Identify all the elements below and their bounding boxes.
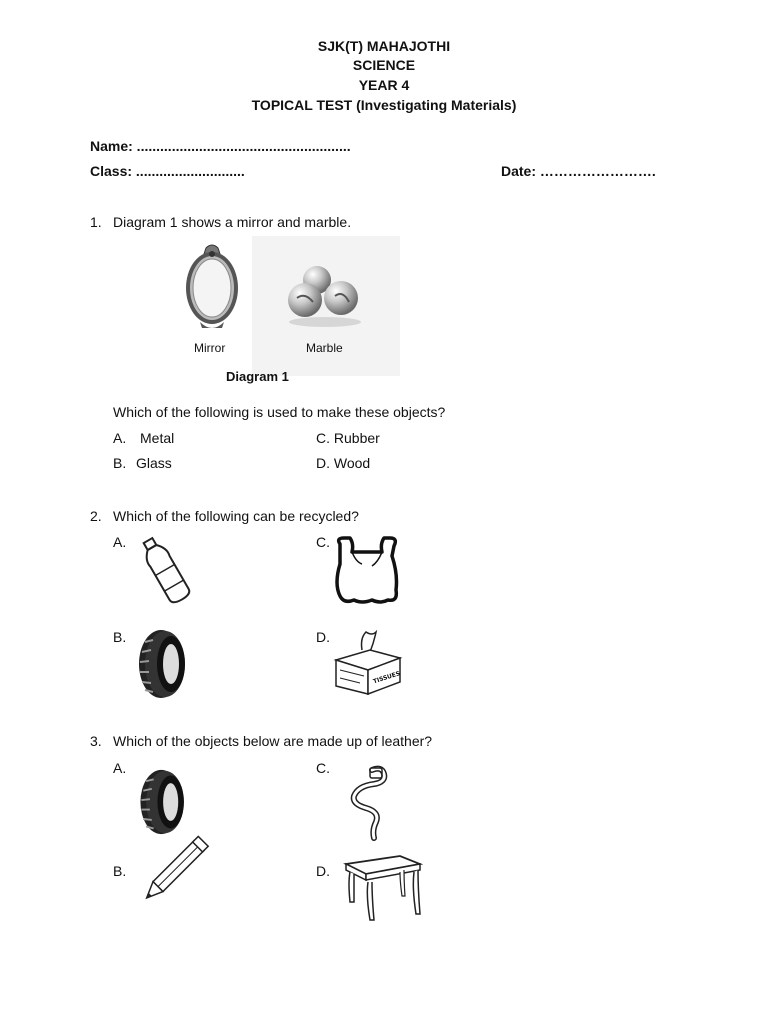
q2-text: Which of the following can be recycled? — [113, 508, 359, 524]
tissue-box-label: TISSUES — [372, 670, 402, 686]
q2-number: 2. — [90, 508, 102, 524]
q3-text: Which of the objects below are made up of leather? — [113, 733, 433, 749]
class-field: Class: ............................ — [90, 163, 245, 179]
q1-question: Which of the following is used to make these objects? — [113, 404, 446, 420]
marble-image — [285, 262, 365, 328]
pencil-icon — [134, 838, 206, 914]
q1-option-c: C. Rubber — [316, 430, 380, 446]
date-field: Date: ……………………. — [501, 163, 656, 179]
diagram-1-caption: Diagram 1 — [226, 369, 289, 384]
q1-option-a-letter: A. — [113, 430, 127, 446]
q1-option-d: D. Wood — [316, 455, 371, 471]
q2-option-a-letter: A. — [113, 534, 127, 550]
q2-option-c-letter: C. — [316, 534, 330, 550]
q1-option-a-text: Metal — [140, 430, 175, 446]
tissue-box-icon — [330, 630, 404, 696]
school-name: SJK(T) MAHAJOTHI — [317, 38, 451, 54]
q3-option-d-letter: D. — [316, 863, 330, 879]
marble-caption: Marble — [306, 341, 343, 355]
q3-option-b-letter: B. — [113, 863, 127, 879]
q1-text: Diagram 1 shows a mirror and marble. — [113, 214, 352, 230]
q3-option-a-letter: A. — [113, 760, 127, 776]
q3-number: 3. — [90, 733, 102, 749]
tyre-icon — [137, 768, 193, 836]
q2-option-d-letter: D. — [316, 629, 330, 645]
q1-option-b-letter: B. — [113, 455, 127, 471]
test-title: TOPICAL TEST (Investigating Materials) — [251, 97, 517, 113]
q1-number: 1. — [90, 214, 102, 230]
year-title: YEAR 4 — [358, 77, 410, 93]
subject-title: SCIENCE — [352, 57, 416, 73]
q2-option-b-letter: B. — [113, 629, 127, 645]
leather-belt-icon — [346, 764, 396, 840]
mirror-image — [184, 244, 240, 330]
q1-option-b-text: Glass — [136, 455, 172, 471]
plastic-bottle-icon — [132, 534, 198, 606]
plastic-bag-icon — [332, 534, 402, 606]
wooden-table-icon — [342, 852, 424, 924]
q3-option-c-letter: C. — [316, 760, 330, 776]
tyre-icon — [137, 628, 193, 700]
name-field: Name: ....................................................... — [90, 138, 351, 154]
mirror-caption: Mirror — [194, 341, 226, 355]
